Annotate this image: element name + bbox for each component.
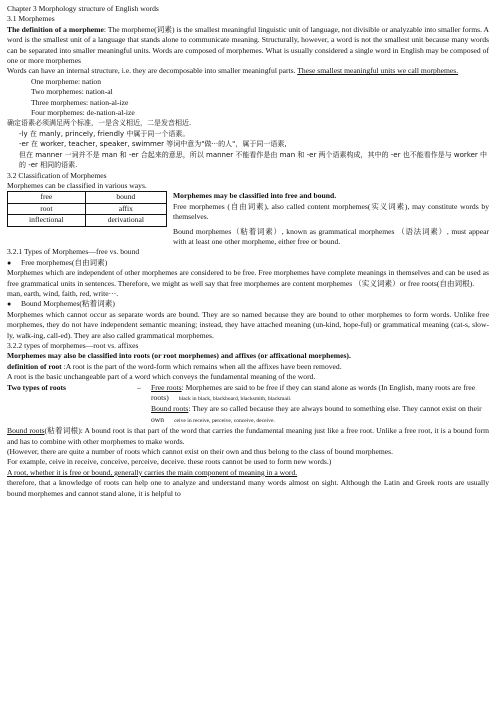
- section-3-2-1-heading: 3.2.1 Types of Morphemes—free vs. bound: [7, 247, 140, 257]
- root-definition: [7, 362, 489, 372]
- bound-roots-text: : They are so called because they are always bound to something else. They cannot exist on their own: [151, 404, 482, 424]
- free-bound-title: Morphemes may be classified into free and bound.: [173, 191, 337, 201]
- table-cell: affix: [85, 203, 166, 214]
- table-row: [8, 203, 167, 214]
- bound-roots-example: ceive in receive, perceive, conceive, deceive.: [174, 417, 275, 424]
- bound-roots-paragraph: [7, 426, 489, 447]
- definition-text: : The morpheme(词素) is the smallest meaningful linguistic unit of language, not divisible or analyzable into smaller forms. A word is the smallest unit of a language that stands alone to communicate meaning. Structurally, however, a word is not the smallest unit because many words can be separated into smaller meaningful units. Words are composed of morphemes. What is usually considered a single word in English may be composed of one or more morphemes: [7, 24, 490, 66]
- chapter-title: Chapter 3 Morphology structure of English words: [7, 4, 159, 13]
- bound-morphemes-bullet: ● Bound Morphemes(粘着词素): [7, 299, 489, 309]
- free-bound-summary: [173, 191, 489, 226]
- root-types-label: Two types of roots: [7, 382, 66, 392]
- internal-structure-paragraph: [7, 66, 489, 76]
- table-cell: derivational: [85, 215, 166, 226]
- example-two-morphemes: Two morphemes: nation-al: [31, 87, 113, 97]
- criteria-note: 确定语素必须满足两个标准，一是含义相近，二是发音相近.: [7, 119, 192, 128]
- ly-note: -ly 在 manly, princely, friendly 中属于同一个语素。: [19, 129, 190, 138]
- definition-label: The definition of a morpheme: [7, 24, 104, 34]
- root-types-body: [151, 383, 489, 427]
- section-3-1-heading: 3.1 Morphemes: [7, 14, 55, 24]
- classification-block: [7, 191, 489, 226]
- bound-roots-term: Bound roots: [151, 404, 189, 414]
- internal-structure-text: Words can have an internal structure, i.e. they are decomposable into smaller meaningful parts.: [7, 66, 298, 76]
- morpheme-examples: [7, 77, 489, 119]
- root-basic-definition: A root is the basic unchangeable part of a word which conveys the fundamental meaning of the word.: [7, 372, 316, 382]
- root-affix-title: Morphemes may also be classified into roots (or root morphemes) and affixes (or affixational morphemes).: [7, 351, 351, 361]
- bound-roots-paragraph-text: (粘着词根): A bound root is that part of the word that carries the fundamental meaning just like a free root. Unlike a free root, it is a bound form and has to combine with other morphemes to make words.: [7, 426, 489, 446]
- classification-table: [7, 191, 167, 226]
- er-note: -er 在 worker, teacher, speaker, swimmer 等词中意为"做···的人"，属于同一语素,: [19, 140, 287, 149]
- table-row: [8, 192, 167, 203]
- free-roots-text: : Morphemes are said to be free if they can stand alone as words (In English, many roots are free roots): [151, 382, 476, 403]
- table-row: [8, 215, 167, 226]
- however-paragraph: (However, there are quite a number of roots which cannot exist on their own and thus belong to the class of bound morphemes.: [7, 447, 394, 457]
- bound-morpheme-summary-text: Bound morphemes（粘着词素）, known as grammatical morphemes （语法词素）, must appear with at least one other morpheme, either free or bound.: [173, 226, 489, 246]
- free-morphemes-examples: man, earth, wind, faith, red, write···.: [7, 288, 119, 298]
- for-example-paragraph: For example, ceive in receive, conceive, perceive, deceive. these roots cannot be used to form new words.): [7, 457, 332, 467]
- example-three-morphemes: Three morphemes: nation-al-ize: [31, 97, 129, 107]
- table-cell: root: [8, 203, 86, 214]
- free-morphemes-text: Morphemes which are independent of other morphemes are considered to be free. Free morphemes have complete meanings in themselves and can be used as free grammatical units in sentences. Therefore, we might as well say that free morphemes are content morphemes （实义词素）or free roots(自由词根).: [7, 268, 489, 288]
- bound-roots-heading: Bound roots: [7, 426, 45, 436]
- table-cell: inflectional: [8, 215, 86, 226]
- free-roots-example: black in black, blackboard, blacksmith, blackmail.: [178, 396, 292, 403]
- manner-note: 但在 manner 一词并不是 man 和 -er 合起来的意思，所以 manner 不能看作是由 man 和 -er 两个语素构成，其中的 -er 也不能看作是与 worker 中的 -er 相同的语素.: [19, 150, 488, 170]
- morpheme-definition: [7, 25, 489, 67]
- free-morphemes-bullet: ● Free morphemes(自由词素): [7, 258, 489, 268]
- section-3-2-heading: 3.2 Classification of Morphemes: [7, 170, 107, 180]
- section-3-2-2-heading: 3.2.2 types of morphemes—root vs. affixes: [7, 341, 139, 350]
- bound-morphemes-text: Morphemes which cannot occur as separate words are bound. They are so named because they are bound to other morphemes to form words. Unlike free morphemes, they do not have independent semantic meaning; instead, they have attached meaning (un-kind, hope-ful) or grammatical meaning (cat-s, slow-ly, walk-ing, call-ed). They are also called grammatical morphemes.: [7, 309, 489, 340]
- root-definition-label: definition of root: [7, 361, 62, 371]
- root-meaning-underlined: A root, whether it is free or bound, generally carries the main component of meaning in a word.: [7, 467, 298, 477]
- example-four-morphemes: Four morphemes: de-nation-al-ize: [31, 108, 135, 118]
- free-roots-entry: [151, 383, 489, 405]
- root-types-block: [7, 383, 489, 427]
- root-types-dash: –: [137, 382, 141, 392]
- example-one-morpheme: One morpheme: nation: [31, 76, 102, 86]
- table-cell: bound: [85, 192, 166, 203]
- smallest-units-underlined: These smallest meaningful units we call morphemes.: [297, 66, 459, 76]
- bound-morpheme-summary: [7, 227, 489, 248]
- root-definition-text: :A root is the part of the word-form which remains when all the affixes have been removed.: [61, 361, 342, 371]
- table-cell: free: [8, 192, 86, 203]
- classification-intro: Morphemes can be classified in various ways.: [7, 180, 147, 190]
- therefore-paragraph: therefore, that a knowledge of roots can help one to analyze and understand many words almost on sight. Although the Latin and Greek roots are usually bound morphemes and cannot stand alone, it is helpful to: [7, 478, 489, 498]
- free-morpheme-summary: Free morphemes (自由词素), also called content morphemes(实义词素), may constitute words by themselves.: [173, 201, 489, 222]
- bound-roots-entry: [151, 404, 489, 426]
- free-roots-term: Free roots: [151, 382, 182, 392]
